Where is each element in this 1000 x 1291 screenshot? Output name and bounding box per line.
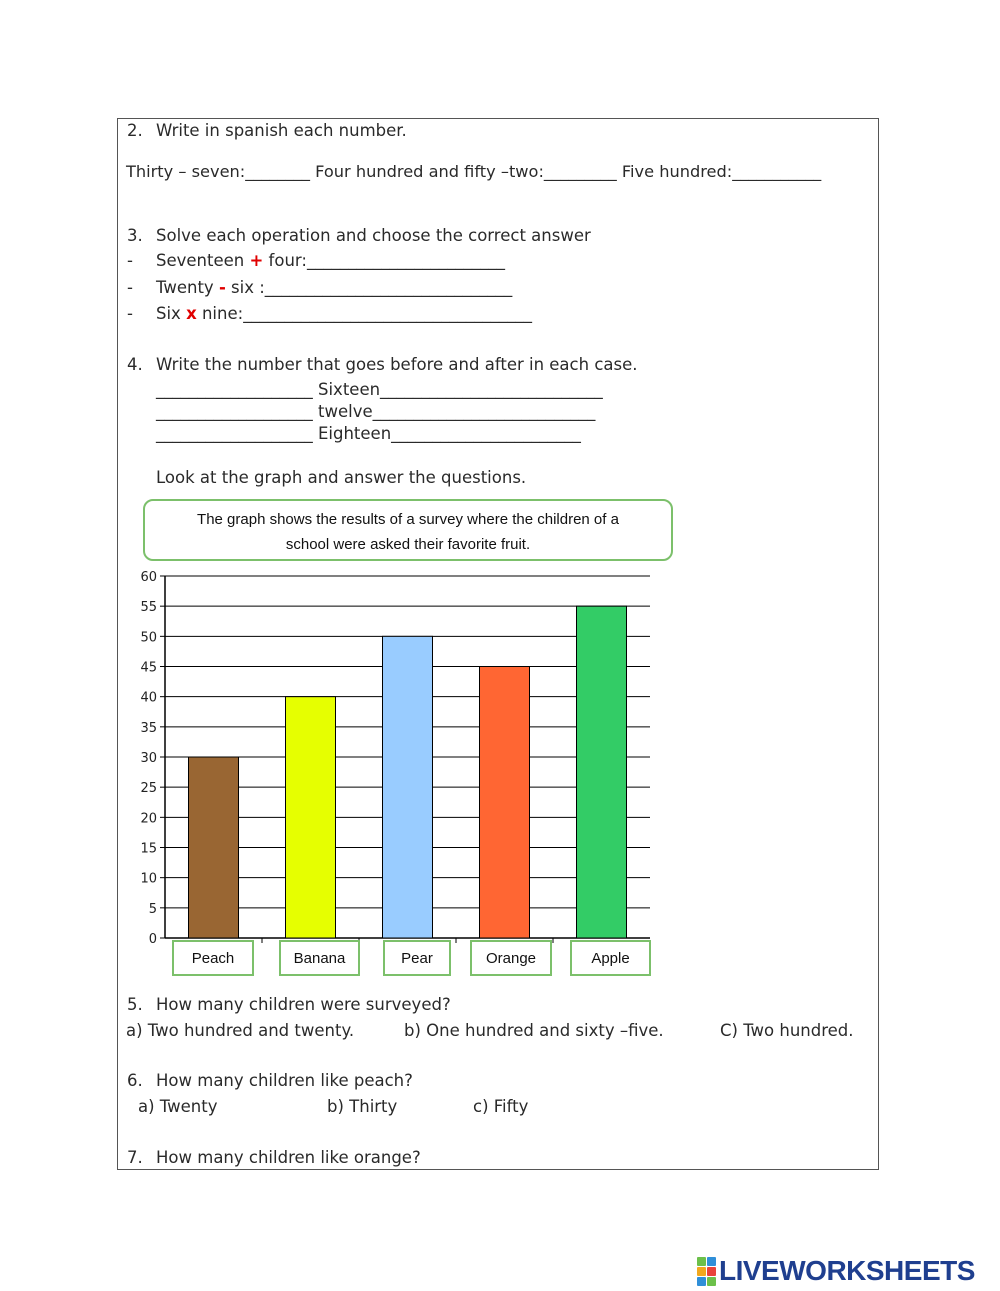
q3-item-2[interactable] <box>156 278 512 298</box>
q6-number: 6. <box>127 1071 143 1090</box>
survey-callout <box>143 499 673 561</box>
q3-item-text: Seventeen <box>156 251 250 270</box>
graph-instruction: Look at the graph and answer the questions. <box>156 468 527 487</box>
q4-row-sixteen[interactable]: ___________________ Sixteen___________________________ <box>156 380 603 399</box>
minus-operator: - <box>218 278 226 297</box>
callout-line-2: school were asked their favorite fruit. <box>285 536 531 553</box>
q3-number: 3. <box>127 226 143 245</box>
bar-banana <box>286 697 336 938</box>
times-operator: x <box>186 304 197 323</box>
q5-option-a[interactable]: a) Two hundred and twenty. <box>126 1021 355 1040</box>
q6-option-a[interactable]: a) Twenty <box>138 1097 218 1116</box>
category-label-orange: Orange <box>470 940 552 976</box>
callout-line-1: The graph shows the results of a survey where the children of a <box>197 511 619 528</box>
y-tick-label: 45 <box>140 660 157 676</box>
q3-item-3[interactable] <box>156 304 532 324</box>
y-tick-label: 30 <box>140 751 157 766</box>
q3-item-dash: - <box>127 278 133 297</box>
q5-option-b[interactable]: b) One hundred and sixty –five. <box>404 1021 664 1040</box>
bar-pear <box>383 636 433 938</box>
plus-operator: + <box>249 251 264 270</box>
bar-orange <box>480 667 530 939</box>
y-tick-label: 35 <box>140 720 157 736</box>
q3-item-blank: nine:___________________________________ <box>196 304 532 323</box>
y-tick-label: 5 <box>148 901 157 917</box>
category-label-peach: Peach <box>172 940 254 976</box>
q2-number: 2. <box>127 121 143 140</box>
brand-name: LIVEWORKSHEETS <box>719 1255 975 1286</box>
q2-answer-line[interactable]: Thirty – seven:________ Four hundred and fifty –two:_________ Five hundred:___________ <box>126 162 822 181</box>
category-label-apple: Apple <box>570 940 651 976</box>
q5-number: 5. <box>127 995 143 1014</box>
q6-option-c[interactable]: c) Fifty <box>473 1097 529 1116</box>
q4-row-twelve[interactable]: ___________________ twelve___________________________ <box>156 402 596 421</box>
q3-item-dash: - <box>127 251 133 270</box>
bar-apple <box>577 606 627 938</box>
q3-item-blank: six :______________________________ <box>225 278 513 297</box>
y-tick-label: 25 <box>140 781 157 797</box>
category-label-pear: Pear <box>383 940 451 976</box>
q4-number: 4. <box>127 355 143 374</box>
q5-option-c[interactable]: C) Two hundred. <box>720 1021 854 1040</box>
category-label-banana: Banana <box>279 940 360 976</box>
fruit-bar-chart <box>125 568 655 943</box>
y-tick-label: 20 <box>140 811 157 827</box>
y-tick-label: 60 <box>140 570 157 585</box>
q2-prompt: Write in spanish each number. <box>156 121 407 140</box>
q6-prompt: How many children like peach? <box>156 1071 413 1090</box>
q5-prompt: How many children were surveyed? <box>156 995 451 1014</box>
q3-item-text: Twenty <box>156 278 219 297</box>
y-tick-label: 15 <box>140 841 157 857</box>
y-tick-label: 0 <box>148 932 157 943</box>
q3-item-text: Six <box>156 304 187 323</box>
q7-prompt: How many children like orange? <box>156 1148 421 1167</box>
bar-peach <box>189 757 239 938</box>
q3-item-blank: four:________________________ <box>263 251 505 270</box>
q6-option-b[interactable]: b) Thirty <box>327 1097 398 1116</box>
y-tick-label: 55 <box>140 600 157 616</box>
logo-blocks-icon <box>697 1257 716 1286</box>
q4-prompt: Write the number that goes before and after in each case. <box>156 355 638 374</box>
y-tick-label: 50 <box>140 630 157 646</box>
q3-prompt: Solve each operation and choose the correct answer <box>156 226 591 245</box>
q3-item-1[interactable] <box>156 251 505 271</box>
y-tick-label: 10 <box>140 871 157 887</box>
q3-item-dash: - <box>127 304 133 323</box>
liveworksheets-logo <box>697 1256 975 1286</box>
q4-row-eighteen[interactable]: ___________________ Eighteen_______________________ <box>156 424 581 443</box>
y-tick-label: 40 <box>140 690 157 706</box>
q7-number: 7. <box>127 1148 143 1167</box>
